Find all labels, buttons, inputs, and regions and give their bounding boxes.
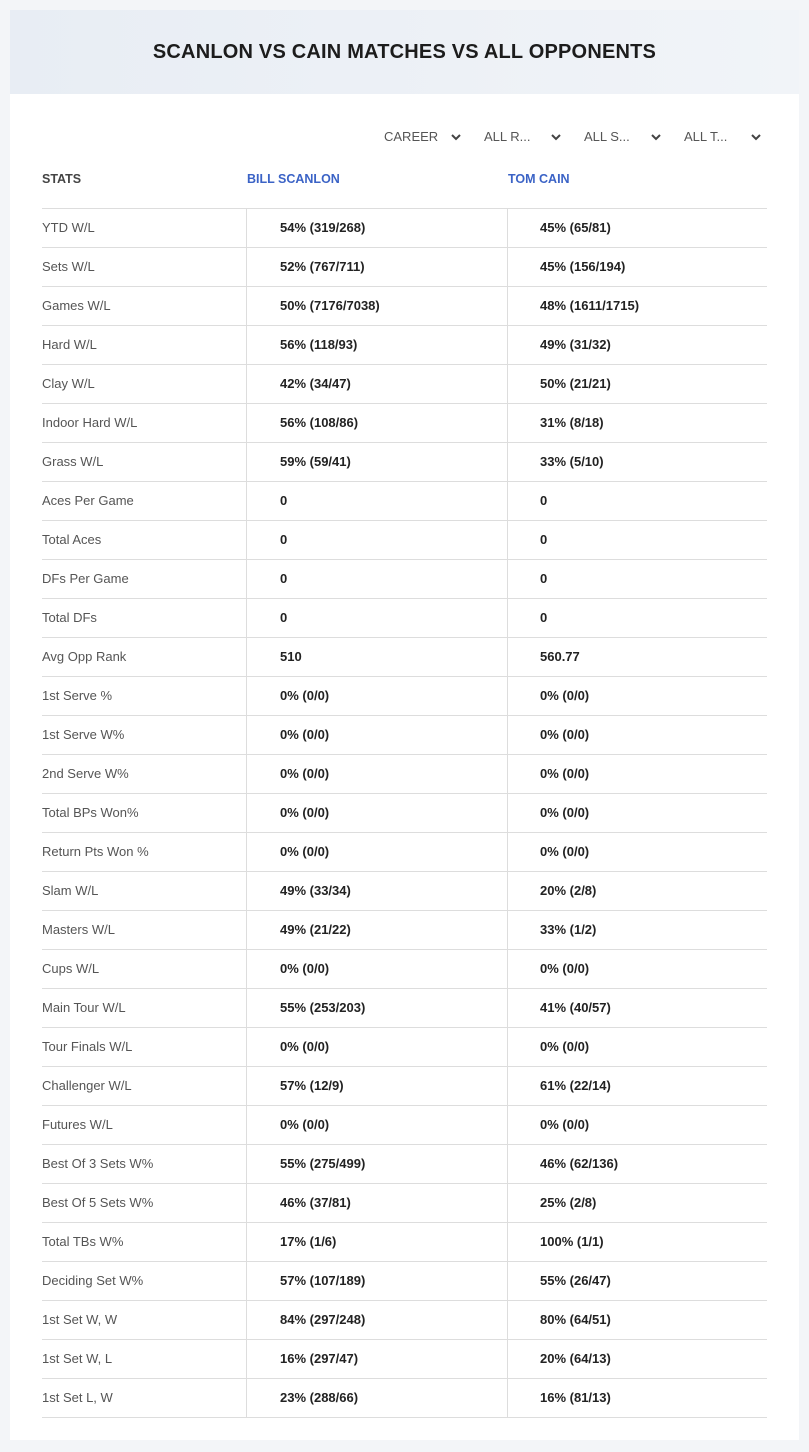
table-row: [42, 404, 767, 443]
table-row: [42, 1301, 767, 1340]
player2-value: 0% (0/0): [507, 1106, 767, 1144]
player2-value: 0: [507, 521, 767, 559]
column-header-player2-link[interactable]: TOM CAIN: [508, 172, 570, 186]
table-row: [42, 755, 767, 794]
player2-value: 16% (81/13): [507, 1379, 767, 1417]
table-row: [42, 287, 767, 326]
column-header-player1-link[interactable]: BILL SCANLON: [247, 172, 340, 186]
player2-value: 20% (64/13): [507, 1340, 767, 1378]
player1-value: 49% (21/22): [246, 911, 507, 949]
player1-value: 0% (0/0): [246, 1106, 507, 1144]
player1-value: 0% (0/0): [246, 794, 507, 832]
filter-value: ALL R...: [484, 129, 531, 144]
stat-label: Avg Opp Rank: [42, 649, 127, 664]
table-row: [42, 794, 767, 833]
table-row: [42, 599, 767, 638]
player2-value: 45% (156/194): [507, 248, 767, 286]
player1-value: 57% (107/189): [246, 1262, 507, 1300]
table-row: [42, 1145, 767, 1184]
table-row: [42, 638, 767, 677]
player2-value: 0% (0/0): [507, 716, 767, 754]
stat-label: Tour Finals W/L: [42, 1039, 133, 1054]
table-row: [42, 560, 767, 599]
player1-value: 0% (0/0): [246, 677, 507, 715]
player2-value: 0: [507, 599, 767, 637]
player2-value: 0% (0/0): [507, 755, 767, 793]
comparison-card: [10, 10, 799, 1440]
chevron-down-icon: [648, 129, 664, 145]
player1-value: 0: [246, 521, 507, 559]
filter-select-3[interactable]: [680, 126, 780, 148]
player1-value: 55% (253/203): [246, 989, 507, 1027]
column-header-stats: STATS: [42, 172, 82, 186]
stat-label: Challenger W/L: [42, 1078, 132, 1093]
stat-label: Deciding Set W%: [42, 1273, 144, 1288]
player1-value: 57% (12/9): [246, 1067, 507, 1105]
chevron-down-icon: [748, 129, 764, 145]
player1-value: 56% (108/86): [246, 404, 507, 442]
table-row: [42, 872, 767, 911]
player2-value: 80% (64/51): [507, 1301, 767, 1339]
filter-value: ALL S...: [584, 129, 630, 144]
stat-label: 1st Serve W%: [42, 727, 125, 742]
table-row: [42, 989, 767, 1028]
player2-value: 33% (5/10): [507, 443, 767, 481]
filter-value: CAREER: [384, 129, 439, 144]
table-row: [42, 209, 767, 248]
table-row: [42, 248, 767, 287]
stat-label: YTD W/L: [42, 220, 95, 235]
player2-value: 0: [507, 482, 767, 520]
stat-label: Cups W/L: [42, 961, 100, 976]
player1-value: 0% (0/0): [246, 1028, 507, 1066]
player2-value: 46% (62/136): [507, 1145, 767, 1183]
stat-label: Masters W/L: [42, 922, 115, 937]
stat-label: DFs Per Game: [42, 571, 129, 586]
table-row: [42, 1379, 767, 1418]
player2-value: 33% (1/2): [507, 911, 767, 949]
chevron-down-icon: [448, 129, 464, 145]
table-row: [42, 677, 767, 716]
chevron-down-icon: [548, 129, 564, 145]
player1-value: 16% (297/47): [246, 1340, 507, 1378]
stat-label: Aces Per Game: [42, 493, 134, 508]
player2-value: 20% (2/8): [507, 872, 767, 910]
stat-label: Slam W/L: [42, 883, 99, 898]
player1-value: 0% (0/0): [246, 833, 507, 871]
stat-label: 2nd Serve W%: [42, 766, 129, 781]
player1-value: 0% (0/0): [246, 716, 507, 754]
player1-value: 55% (275/499): [246, 1145, 507, 1183]
player1-value: 0% (0/0): [246, 755, 507, 793]
table-row: [42, 1028, 767, 1067]
player2-value: 48% (1611/1715): [507, 287, 767, 325]
player2-value: 0: [507, 560, 767, 598]
stat-label: Hard W/L: [42, 337, 97, 352]
player1-value: 42% (34/47): [246, 365, 507, 403]
player1-value: 0: [246, 599, 507, 637]
table-row: [42, 326, 767, 365]
stat-label: Total BPs Won%: [42, 805, 139, 820]
player2-value: 0% (0/0): [507, 1028, 767, 1066]
page-title: SCANLON VS CAIN MATCHES VS ALL OPPONENTS: [152, 40, 657, 63]
table-row: [42, 521, 767, 560]
player2-value: 0% (0/0): [507, 833, 767, 871]
stat-label: Sets W/L: [42, 259, 95, 274]
stat-label: 1st Set L, W: [42, 1390, 113, 1405]
player2-value: 41% (40/57): [507, 989, 767, 1027]
stat-label: Total TBs W%: [42, 1234, 124, 1249]
player2-value: 45% (65/81): [507, 209, 767, 247]
player2-value: 31% (8/18): [507, 404, 767, 442]
table-row: [42, 443, 767, 482]
filter-bar: [380, 126, 780, 148]
player1-value: 54% (319/268): [246, 209, 507, 247]
player2-value: 0% (0/0): [507, 950, 767, 988]
stats-table: [42, 208, 767, 1418]
stat-label: Indoor Hard W/L: [42, 415, 138, 430]
player1-value: 84% (297/248): [246, 1301, 507, 1339]
filter-value: ALL T...: [684, 129, 728, 144]
player2-value: 0% (0/0): [507, 794, 767, 832]
table-row: [42, 1106, 767, 1145]
player1-value: 59% (59/41): [246, 443, 507, 481]
player1-value: 46% (37/81): [246, 1184, 507, 1222]
player2-value: 0% (0/0): [507, 677, 767, 715]
table-row: [42, 833, 767, 872]
stat-label: 1st Set W, W: [42, 1312, 118, 1327]
player1-value: 0: [246, 482, 507, 520]
stat-label: Main Tour W/L: [42, 1000, 126, 1015]
table-row: [42, 1340, 767, 1379]
player1-value: 0% (0/0): [246, 950, 507, 988]
table-row: [42, 1067, 767, 1106]
table-row: [42, 482, 767, 521]
player1-value: 23% (288/66): [246, 1379, 507, 1417]
table-row: [42, 1184, 767, 1223]
stat-label: Total DFs: [42, 610, 97, 625]
stat-label: 1st Set W, L: [42, 1351, 113, 1366]
player1-value: 50% (7176/7038): [246, 287, 507, 325]
player1-value: 56% (118/93): [246, 326, 507, 364]
filter-select-1[interactable]: [480, 126, 580, 148]
player2-value: 49% (31/32): [507, 326, 767, 364]
filter-select-0[interactable]: [380, 126, 480, 148]
player2-value: 55% (26/47): [507, 1262, 767, 1300]
player2-value: 560.77: [507, 638, 767, 676]
player2-value: 61% (22/14): [507, 1067, 767, 1105]
table-row: [42, 911, 767, 950]
table-row: [42, 716, 767, 755]
stat-label: Best Of 5 Sets W%: [42, 1195, 154, 1210]
player2-value: 100% (1/1): [507, 1223, 767, 1261]
player1-value: 510: [246, 638, 507, 676]
stat-label: Total Aces: [42, 532, 102, 547]
stat-label: Clay W/L: [42, 376, 95, 391]
table-row: [42, 365, 767, 404]
stat-label: 1st Serve %: [42, 688, 113, 703]
player2-value: 25% (2/8): [507, 1184, 767, 1222]
filter-select-2[interactable]: [580, 126, 680, 148]
player1-value: 52% (767/711): [246, 248, 507, 286]
player2-value: 50% (21/21): [507, 365, 767, 403]
player1-value: 17% (1/6): [246, 1223, 507, 1261]
stat-label: Return Pts Won %: [42, 844, 149, 859]
stat-label: Futures W/L: [42, 1117, 113, 1132]
table-row: [42, 950, 767, 989]
card-header: [10, 10, 799, 94]
table-row: [42, 1262, 767, 1301]
stat-label: Games W/L: [42, 298, 111, 313]
stat-label: Best Of 3 Sets W%: [42, 1156, 154, 1171]
player1-value: 0: [246, 560, 507, 598]
table-row: [42, 1223, 767, 1262]
player1-value: 49% (33/34): [246, 872, 507, 910]
stat-label: Grass W/L: [42, 454, 104, 469]
